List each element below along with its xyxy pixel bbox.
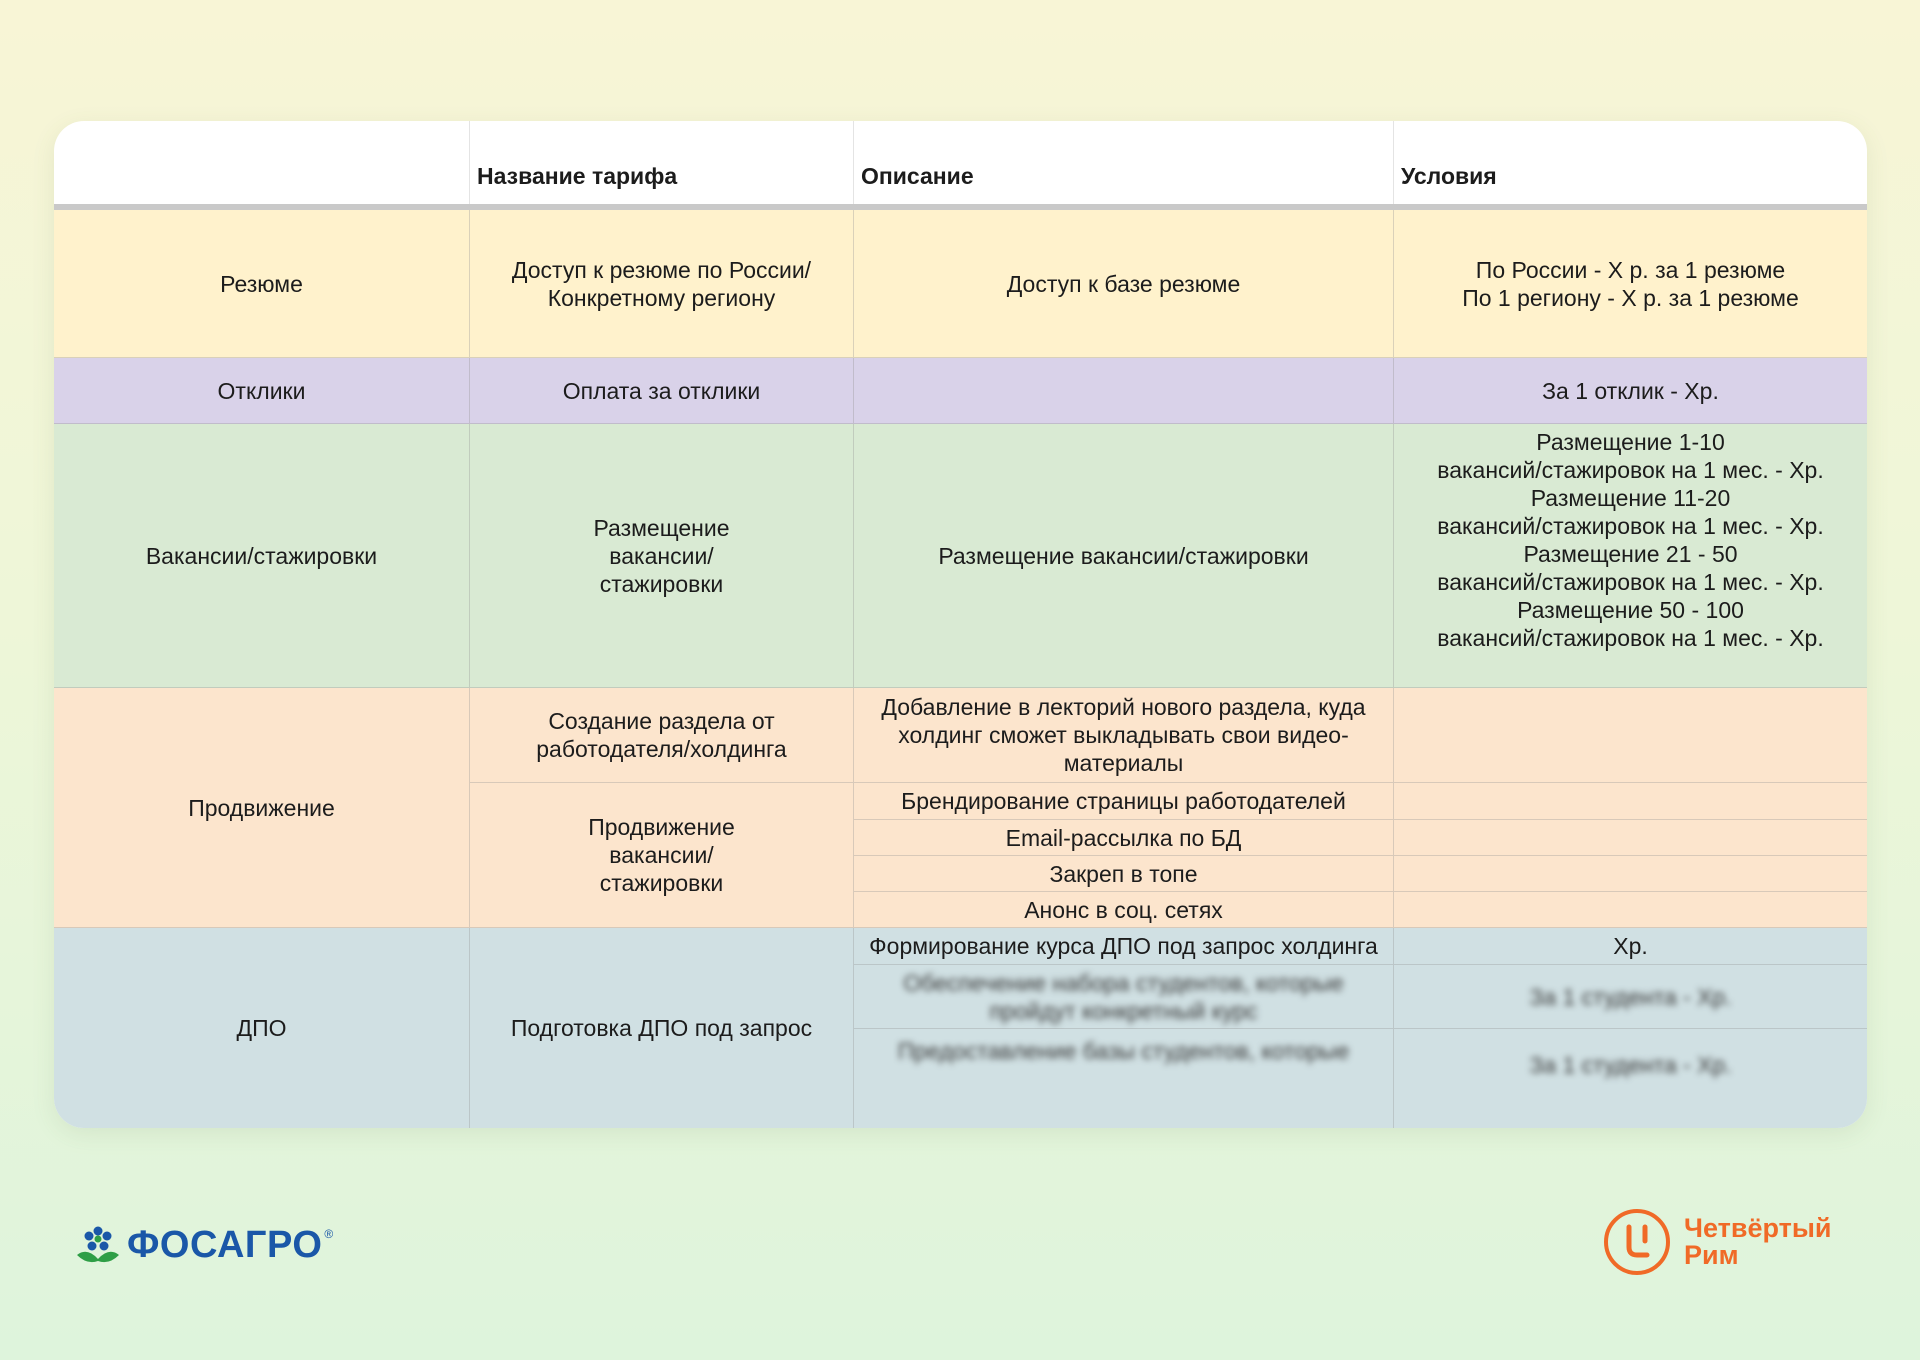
row-resume-tariff: Доступ к резюме по России/Конкретному региону [470, 210, 854, 358]
promotion-item-conditions [1394, 820, 1867, 856]
promotion-item: Брендирование страницы работодателей [854, 783, 1394, 820]
rim-wordmark [1684, 1215, 1832, 1269]
row-promotion-tariff-vacancy: Продвижение вакансии/стажировки [470, 783, 854, 928]
rim-emblem-icon [1602, 1207, 1672, 1277]
row-resume-category: Резюме [54, 210, 470, 358]
promotion-item-conditions [1394, 856, 1867, 892]
row-promotion-description-section: Добавление в лекторий нового раздела, куда холдинг сможет выкладывать свои видео-материалы [854, 688, 1394, 783]
row-vacancies-description: Размещение вакансии/стажировки [854, 424, 1394, 688]
condition-line: По России - Х р. за 1 резюме [1475, 256, 1786, 283]
row-vacancies-category: Вакансии/стажировки [54, 424, 470, 688]
condition-line: Размещение 11-20 [1530, 485, 1731, 511]
row-dpo-tariff: Подготовка ДПО под запрос [470, 928, 854, 1128]
tariff-table [54, 121, 1867, 1128]
row-responses-category: Отклики [54, 358, 470, 424]
fosagro-flower-icon [75, 1225, 121, 1267]
row-responses-tariff: Оплата за отклики [470, 358, 854, 424]
fosagro-wordmark: ФОСАГРО [127, 1224, 323, 1266]
row-responses-conditions: За 1 отклик - Хр. [1394, 358, 1867, 424]
header-conditions: Условия [1401, 163, 1497, 189]
row-dpo-conditions-2: За 1 студента - Хр. [1394, 965, 1867, 1029]
row-dpo-description-2: Обеспечение набора студентов, которые пройдут конкретный курс [854, 965, 1394, 1029]
condition-line: Размещение 1-10 [1536, 429, 1725, 455]
condition-line: Размещение 50 - 100 [1517, 597, 1744, 623]
condition-line: Размещение 21 - 50 [1523, 541, 1738, 567]
promotion-item: Закреп в топе [854, 856, 1394, 892]
fosagro-logo [75, 1224, 333, 1267]
row-vacancies-tariff: Размещение вакансии/стажировки [470, 424, 854, 688]
row-resume-conditions [1394, 210, 1867, 358]
row-dpo-description-1: Формирование курса ДПО под запрос холдинга [854, 928, 1394, 965]
row-vacancies-conditions [1394, 424, 1867, 688]
row-dpo-category: ДПО [54, 928, 470, 1128]
row-promotion-tariff-section: Создание раздела от работодателя/холдинга [470, 688, 854, 783]
header-description: Описание [854, 121, 1394, 204]
condition-line: вакансий/стажировок на 1 мес. - Хр. [1437, 569, 1824, 595]
row-promotion-conditions-section [1394, 688, 1867, 783]
rim-wordmark-line2: Рим [1684, 1240, 1739, 1270]
row-dpo-conditions-1: Хр. [1394, 928, 1867, 965]
condition-line: вакансий/стажировок на 1 мес. - Хр. [1437, 513, 1824, 539]
condition-line: вакансий/стажировок на 1 мес. - Хр. [1437, 625, 1824, 651]
condition-line: вакансий/стажировок на 1 мес. - Хр. [1437, 457, 1824, 483]
header-empty [54, 121, 470, 204]
promotion-item-conditions [1394, 892, 1867, 928]
row-dpo-description-3: Предоставление базы студентов, которые [854, 1029, 1394, 1128]
promotion-item-conditions [1394, 783, 1867, 820]
chetvertyi-rim-logo [1602, 1207, 1832, 1277]
fosagro-registered-mark: ® [324, 1226, 334, 1241]
condition-line: По 1 региону - Х р. за 1 резюме [1462, 284, 1799, 311]
promotion-item: Анонс в соц. сетях [854, 892, 1394, 928]
row-promotion-category: Продвижение [54, 688, 470, 928]
row-dpo-conditions-3: За 1 студента - Хр. [1394, 1029, 1867, 1128]
row-responses-description [854, 358, 1394, 424]
promotion-item: Email-рассылка по БД [854, 820, 1394, 856]
header-tariff-name: Название тарифа [470, 121, 854, 204]
row-resume-description: Доступ к базе резюме [854, 210, 1394, 358]
rim-wordmark-line1: Четвёртый [1684, 1213, 1832, 1243]
